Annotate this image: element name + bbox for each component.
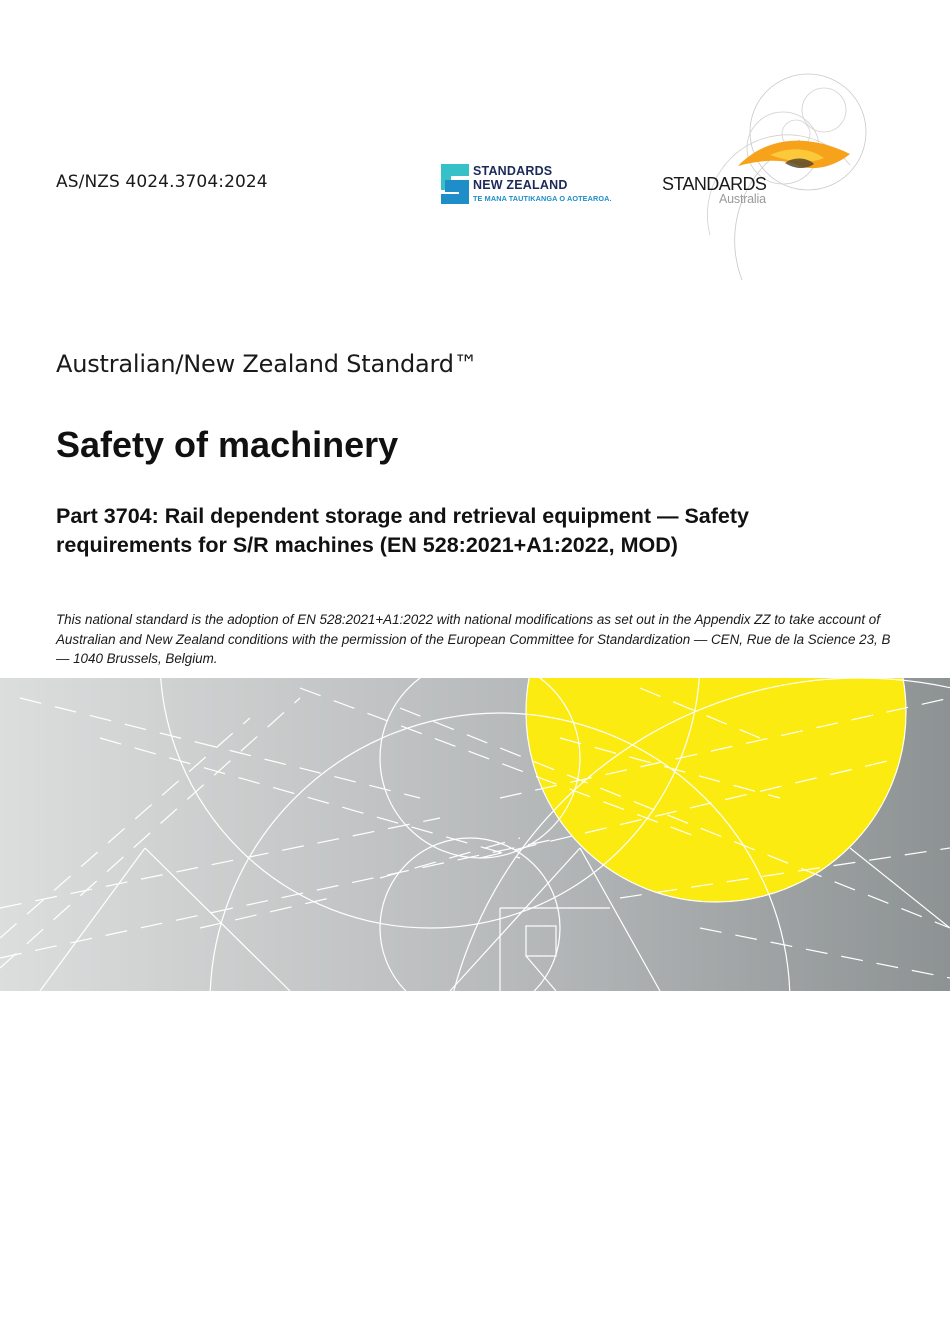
document-subtitle: Part 3704: Rail dependent storage and retrieval equipment — Safety requirements for S/R machines (EN 528:2021+A1:2022, MOD)	[56, 504, 749, 557]
standard-type: Australian/New Zealand Standard™	[56, 350, 478, 378]
snz-logo-line1: STANDARDS	[473, 164, 553, 178]
adoption-note: This national standard is the adoption of EN 528:2021+A1:2022 with national modifications as set out in the Appendix ZZ to take account of Australian and New Zealand conditions with the permission of the European Committee for Standardization — CEN, Rue de la Science 23, B — 1040 Brussels, Belgium.	[56, 612, 891, 666]
standards-new-zealand-logo	[441, 164, 621, 208]
sa-logo-subtext: Australia	[719, 192, 766, 206]
standard-number: AS/NZS 4024.3704:2024	[56, 172, 268, 192]
snz-logo-line3: TE MANA TAUTIKANGA O AOTEAROA.	[473, 194, 612, 203]
cover-decorative-banner	[0, 678, 950, 991]
document-title: Safety of machinery	[56, 424, 399, 465]
snz-mark-icon	[441, 164, 469, 204]
sa-logo-wordmark: STANDARDS	[662, 174, 767, 194]
snz-logo-line2: NEW ZEALAND	[473, 178, 568, 192]
